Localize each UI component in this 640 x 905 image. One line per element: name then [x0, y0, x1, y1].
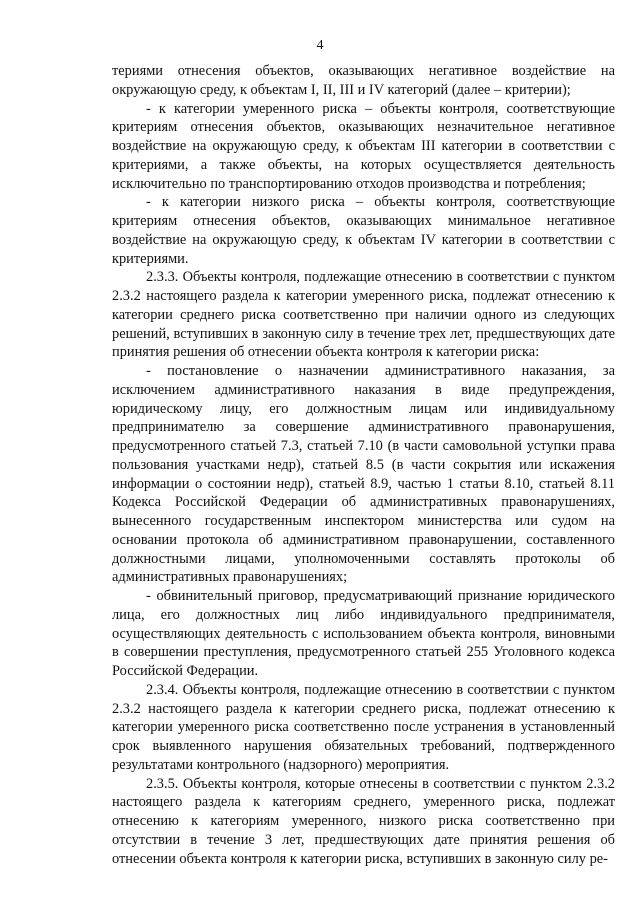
paragraph-moderate-risk: - к категории умеренного риска – объекты контроля, соответствующие критериям отнесения объектов, оказывающих незначительное негативное воздействие на окружающую среду, к объектам III категории в соответствии с критериями, а также объекты, на которых осуществляется деятельность исключительно по транспортированию отходов производства и потребления; [112, 100, 615, 192]
document-body [112, 62, 615, 868]
paragraph-2-3-3: 2.3.3. Объекты контроля, подлежащие отнесению в соответствии с пунктом 2.3.2 настоящего раздела к категории умеренного риска, подлежат отнесению к категории среднего риска соответственно при наличии одного из следующих решений, вступивших в законную силу в течение трех лет, предшествующих дате принятия решения об отнесении объекта контроля к категории риска: [112, 269, 615, 361]
paragraph-administrative-penalty: - постановление о назначении административного наказания, за исключением административного наказания в виде предупреждения, юридическому лицу, его должностным лицам или индивидуальному предпринимателю за совершение административного правонарушения, предусмотренного статьей 7.3, статьей 7.10 (в части самовольной уступки права пользования участками недр), статьей 8.5 (в части сокрытия или искажения информации о состоянии недр), статьей 8.9, частью 1 статьи 8.10, статьей 8.11 Кодекса Российской Федерации об административных правонарушениях, вынесенного государственным инспектором министерства или судом на основании протокола об административном правонарушении, составленного должностными лицами, уполномоченными составлять протоколы об административных правонарушениях; [112, 363, 615, 586]
page-number: 4 [316, 38, 324, 53]
paragraph-criteria-continuation: териями отнесения объектов, оказывающих негативное воздействие на окружающую среду, к объектам I, II, III и IV категорий (далее – критерии); [112, 63, 615, 98]
paragraph-conviction: - обвинительный приговор, предусматривающий признание юридического лица, его должностных лиц либо индивидуального предпринимателя, осуществляющих деятельность с использованием объекта контроля, виновными в совершении преступления, предусмотренного статьей 255 Уголовного кодекса Российской Федерации. [112, 588, 615, 679]
paragraph-2-3-5: 2.3.5. Объекты контроля, которые отнесены в соответствии с пунктом 2.3.2 настоящего раздела к категориям среднего, умеренного риска, подлежат отнесению к категориям умеренного, низкого риска соответственно при отсутствии в течение 3 лет, предшествующих дате принятия решения об отнесении объекта контроля к категории риска, вступивших в законную силу ре- [112, 775, 615, 867]
paragraph-low-risk: - к категории низкого риска – объекты контроля, соответствующие критериям отнесения объектов, оказывающих минимальное негативное воздействие на окружающую среду, к объектам IV категории в соответствии с критериями. [112, 194, 615, 267]
paragraph-2-3-4: 2.3.4. Объекты контроля, подлежащие отнесению в соответствии с пунктом 2.3.2 настоящего раздела к категории среднего риска, подлежат отнесению к категории умеренного риска соответственно после устранения в установленный срок выявленного нарушения обязательных требований, подтвержденного результатами контрольного (надзорного) мероприятия. [112, 681, 615, 773]
